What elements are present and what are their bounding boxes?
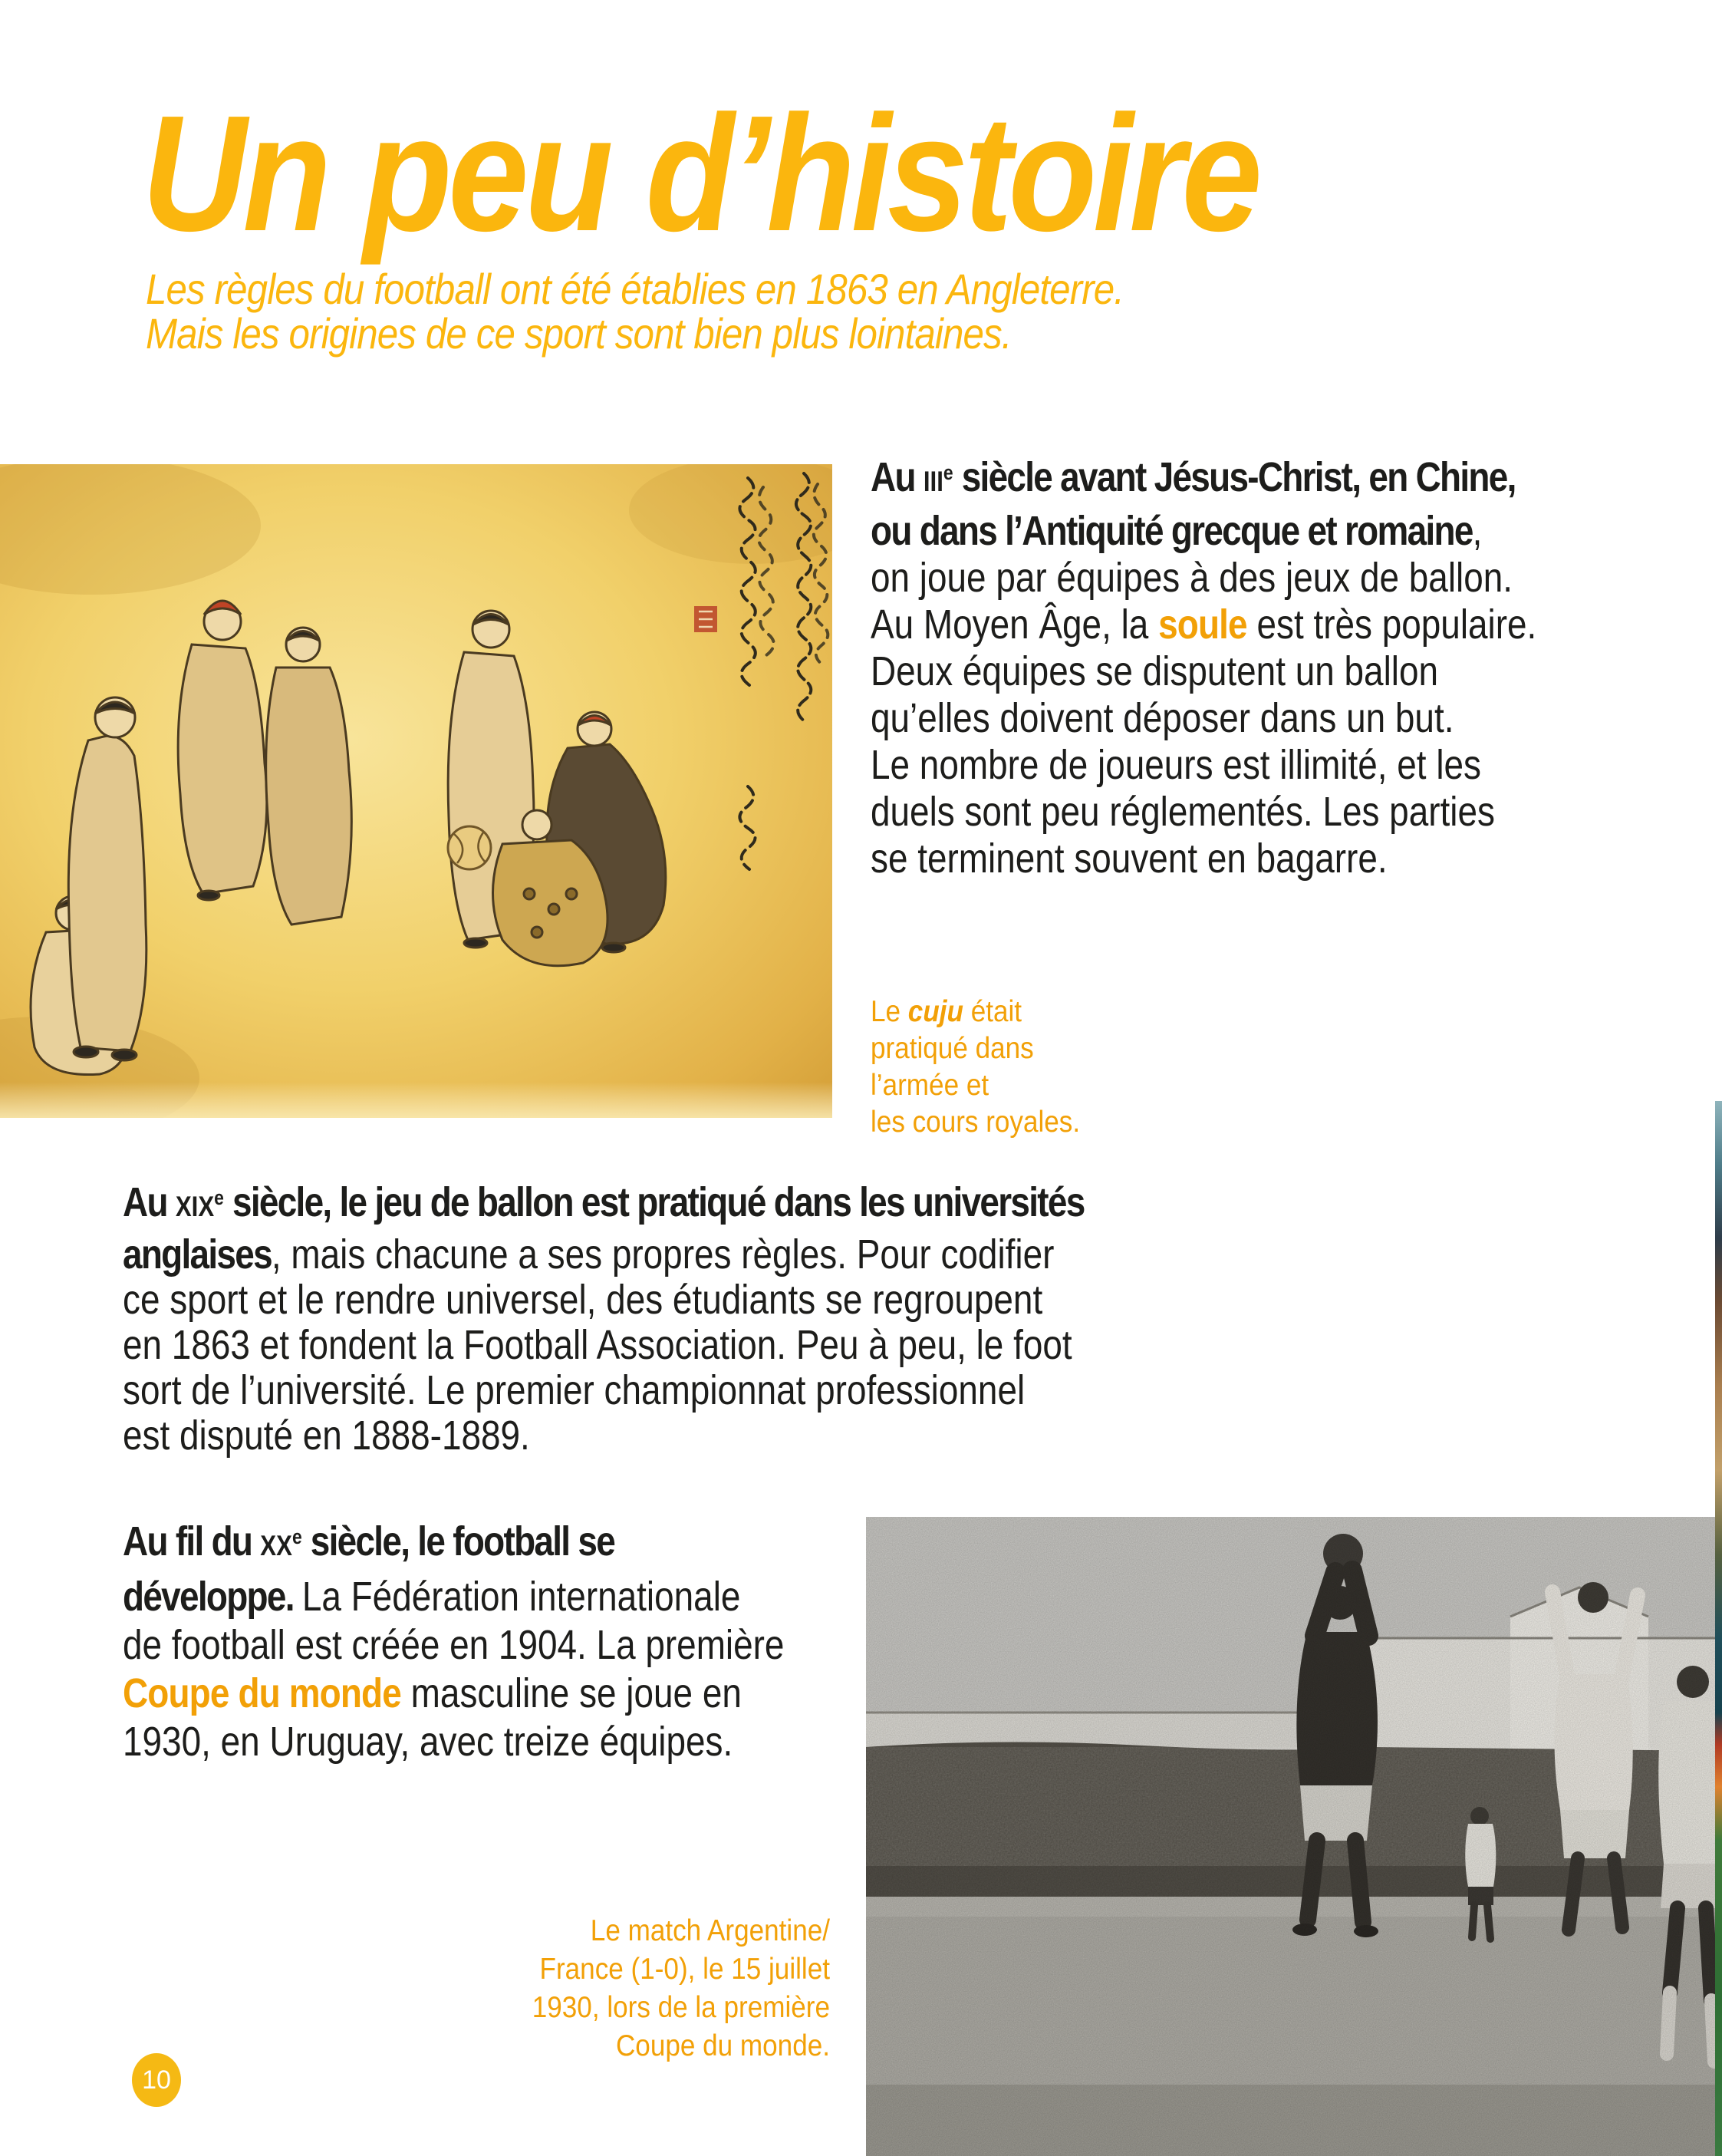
text-line <box>416 2027 830 2065</box>
match-photo-image <box>866 1517 1722 2156</box>
text-segment: sort de l’université. Le premier championnat professionnel <box>123 1367 1026 1413</box>
text-segment: de football est créée en 1904. La première <box>123 1622 785 1668</box>
text-line <box>871 836 1536 882</box>
text-line <box>871 454 1536 508</box>
text-line <box>416 1950 830 1989</box>
text-segment: La Fédération internationale <box>301 1574 741 1620</box>
text-segment: Deux équipes se disputent un ballon <box>871 648 1439 694</box>
text-segment: cuju <box>907 995 963 1028</box>
text-segment: ce sport et le rendre universel, des étudiants se regroupent <box>123 1277 1043 1323</box>
text-line <box>871 742 1536 789</box>
page-number-badge <box>132 2053 181 2107</box>
match-photo-illustration <box>866 1517 1722 2156</box>
text-segment: était <box>963 995 1022 1028</box>
text-line <box>123 1232 1085 1277</box>
text-line <box>123 1518 784 1573</box>
text-segment: Coupe du monde <box>123 1670 401 1716</box>
text-line <box>871 508 1536 555</box>
text-segment: 1930, en Uruguay, avec treize équipes. <box>123 1719 733 1765</box>
text-line <box>871 602 1536 648</box>
text-line <box>123 1621 784 1670</box>
text-segment: e <box>214 1186 224 1210</box>
text-line <box>123 1670 784 1718</box>
text-segment: e <box>291 1525 302 1549</box>
text-segment: masculine se joue en <box>400 1670 742 1716</box>
text-line <box>123 1573 784 1621</box>
text-line <box>416 1989 830 2027</box>
cuju-caption <box>871 994 1080 1141</box>
text-line <box>123 1277 1085 1323</box>
text-line <box>871 695 1536 742</box>
text-segment: Au fil du <box>123 1518 261 1564</box>
text-segment: qu’elles doivent déposer dans un but. <box>871 695 1454 741</box>
text-line <box>123 1180 1085 1232</box>
text-segment: anglaises <box>123 1231 272 1277</box>
text-line <box>871 648 1536 695</box>
text-segment: pratiqué dans <box>871 1032 1034 1065</box>
text-segment: e <box>943 461 953 485</box>
text-line <box>871 1104 1080 1141</box>
text-segment: Au <box>123 1179 176 1225</box>
cuju-painting-image <box>0 464 832 1118</box>
paragraph-19th-century <box>123 1180 1085 1459</box>
text-line <box>123 1368 1085 1413</box>
text-line <box>123 1323 1085 1368</box>
text-line <box>146 309 1124 358</box>
text-line <box>123 1413 1085 1459</box>
text-line <box>871 1030 1080 1067</box>
paragraph-20th-century <box>123 1518 784 1766</box>
text-segment: 1930, lors de la première <box>532 1991 830 2024</box>
text-segment: en 1863 et fondent la Football Association. Peu à peu, le foot <box>123 1322 1072 1368</box>
text-line <box>146 267 1124 312</box>
text-segment: Le nombre de joueurs est illimité, et les <box>871 742 1481 788</box>
text-segment: les cours royales. <box>871 1106 1081 1139</box>
page-subtitle <box>146 267 1124 356</box>
cuju-ball-icon <box>448 826 491 869</box>
text-segment: siècle, le jeu de ballon est pratiqué dans les universités <box>223 1179 1085 1225</box>
page-number: 10 <box>142 2065 171 2095</box>
text-line <box>871 555 1536 602</box>
text-segment: France (1-0), le 15 juillet <box>539 1953 830 1986</box>
text-line <box>871 789 1536 836</box>
text-segment: Au <box>871 454 924 500</box>
text-segment: duels sont peu réglementés. Les parties <box>871 789 1495 835</box>
text-line <box>123 1718 784 1766</box>
text-line <box>416 1912 830 1950</box>
text-segment: Mais les origines de ce sport sont bien plus lointaines. <box>146 309 1012 358</box>
text-segment: on joue par équipes à des jeux de ballon. <box>871 555 1513 601</box>
cuju-painting-illustration <box>0 464 832 1118</box>
paragraph-antiquity <box>871 454 1536 882</box>
text-segment: est très populaire. <box>1246 602 1537 648</box>
text-segment: , mais chacune a ses propres règles. Pour codifier <box>271 1231 1055 1277</box>
text-segment: Au Moyen Âge, la <box>871 602 1159 648</box>
text-line <box>871 1067 1080 1104</box>
page-edge-sliver <box>1715 1101 1722 2156</box>
text-segment: III <box>923 466 943 497</box>
match-caption <box>416 1912 830 2065</box>
seal-stamp-icon <box>694 606 717 632</box>
text-segment: Le <box>871 995 908 1028</box>
text-segment: Le match Argentine/ <box>590 1914 830 1947</box>
text-segment: soule <box>1158 602 1247 648</box>
text-segment: Coupe du monde. <box>615 2029 830 2062</box>
text-segment: XIX <box>175 1191 215 1222</box>
text-segment: développe. <box>123 1574 302 1620</box>
text-segment: est disputé en 1888-1889. <box>123 1413 530 1459</box>
page-title: Un peu d’histoire <box>142 81 1259 265</box>
text-segment: XX <box>260 1530 292 1561</box>
text-line <box>871 994 1080 1030</box>
text-segment: l’armée et <box>871 1069 989 1102</box>
text-segment: se terminent souvent en bagarre. <box>871 836 1388 882</box>
text-segment: siècle, le football se <box>301 1518 615 1564</box>
text-segment: siècle avant Jésus-Christ, en Chine, <box>953 454 1516 500</box>
text-segment: Les règles du football ont été établies en 1863 en Angleterre. <box>146 265 1124 313</box>
text-segment: ou dans l’Antiquité grecque et romaine <box>871 508 1473 554</box>
text-segment: , <box>1472 508 1483 554</box>
